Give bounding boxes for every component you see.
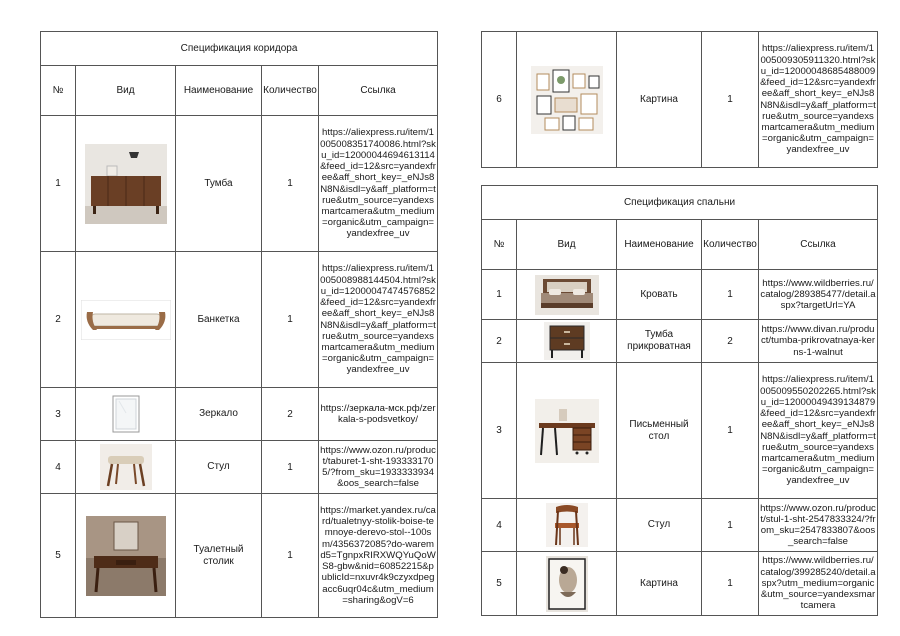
corridor-extra-table: [481, 31, 878, 168]
mirror-photo: [76, 395, 175, 433]
table-row: [41, 252, 438, 388]
col-header-num: №: [41, 66, 76, 116]
table-row: [41, 116, 438, 252]
item-name: Стул: [617, 499, 702, 552]
row-num: 4: [41, 441, 76, 494]
col-header-name: Наименование: [176, 66, 262, 116]
row-num: 4: [482, 499, 517, 552]
col-header-view: Вид: [517, 220, 617, 270]
item-qty: 1: [702, 552, 759, 616]
stool-photo: [76, 444, 175, 490]
item-qty: 1: [702, 499, 759, 552]
item-name: Зеркало: [176, 388, 262, 441]
table-row: [482, 499, 878, 552]
table-row: [41, 388, 438, 441]
corridor-spec-table: [40, 31, 438, 618]
item-qty: 1: [262, 494, 319, 618]
item-qty: 1: [702, 32, 759, 168]
item-qty: 2: [702, 320, 759, 363]
item-name: Кровать: [617, 270, 702, 320]
row-num: 3: [482, 363, 517, 499]
item-link[interactable]: https://зеркала-мск.рф/zerkala-s-podsvetkoy/: [319, 388, 438, 441]
item-name: Стул: [176, 441, 262, 494]
painting-photo: [517, 556, 616, 612]
table-row: [482, 270, 878, 320]
col-header-qty: Количество: [702, 220, 759, 270]
row-num: 2: [41, 252, 76, 388]
col-header-link: Ссылка: [319, 66, 438, 116]
sideboard-photo: [76, 144, 175, 224]
item-name: Письменный стол: [617, 363, 702, 499]
desk-photo: [517, 399, 616, 463]
item-qty: 1: [702, 270, 759, 320]
item-qty: 1: [702, 363, 759, 499]
corridor-spec-title: Спецификация коридора: [41, 32, 438, 66]
table-row: [41, 441, 438, 494]
item-qty: 1: [262, 441, 319, 494]
table-row: [482, 32, 878, 168]
col-header-num: №: [482, 220, 517, 270]
bedroom-spec-sheet: [481, 185, 878, 616]
gallery-wall-photo: [517, 66, 616, 134]
bedroom-spec-title: Спецификация спальни: [482, 186, 878, 220]
row-num: 2: [482, 320, 517, 363]
item-name: Картина: [617, 32, 702, 168]
item-qty: 1: [262, 116, 319, 252]
item-name: Банкетка: [176, 252, 262, 388]
item-name: Тумба прикроватная: [617, 320, 702, 363]
row-num: 5: [482, 552, 517, 616]
item-qty: 2: [262, 388, 319, 441]
col-header-name: Наименование: [617, 220, 702, 270]
item-qty: 1: [262, 252, 319, 388]
item-link[interactable]: https://aliexpress.ru/item/1005009305911320.html?sku_id=12000048685488009&feed_id=12&src=yandexfree&aff_short_key=_eNJs8N8N&isdl=y&aff_platform=true&utm_source=yandexsmartcamera&utm_medium=organic&utm_campaign=yandexfree_uv: [759, 32, 878, 168]
item-link[interactable]: https://aliexpress.ru/item/1005008988144504.html?sku_id=12000047474576852&feed_id=12&src=yandexfree&aff_short_key=_eNJs8N8N&isdl=y&aff_platform=true&utm_source=yandexsmartcamera&utm_medium=organic&utm_campaign=yandexfree_uv: [319, 252, 438, 388]
item-link[interactable]: https://www.wildberries.ru/catalog/289385477/detail.aspx?targetUrl=YA: [759, 270, 878, 320]
item-name: Тумба: [176, 116, 262, 252]
corridor-spec-sheet: [40, 31, 438, 618]
col-header-view: Вид: [76, 66, 176, 116]
bed-photo: [517, 275, 616, 315]
table-row: [482, 320, 878, 363]
item-link[interactable]: https://aliexpress.ru/item/1005009550202265.html?sku_id=12000049439134879&feed_id=12&src=yandexfree&aff_short_key=_eNJs8N8N&isdl=y&aff_platform=true&utm_source=yandexsmartcamera&utm_medium=organic&utm_campaign=yandexfree_uv: [759, 363, 878, 499]
row-num: 1: [41, 116, 76, 252]
item-link[interactable]: https://www.ozon.ru/product/taburet-1-sht-1933331705/?from_sku=1933333934&oos_search=false: [319, 441, 438, 494]
table-row: [41, 494, 438, 618]
bedroom-spec-table: [481, 185, 878, 616]
table-row: [482, 363, 878, 499]
row-num: 5: [41, 494, 76, 618]
item-link[interactable]: https://aliexpress.ru/item/1005008351740086.html?sku_id=12000044694613114&feed_id=12&src=yandexfree&aff_short_key=_eNJs8N8N&isdl=y&aff_platform=true&utm_source=yandexsmartcamera&utm_medium=organic&utm_campaign=yandexfree_uv: [319, 116, 438, 252]
corridor-spec-continuation: [481, 31, 878, 168]
col-header-qty: Количество: [262, 66, 319, 116]
item-link[interactable]: https://www.divan.ru/product/tumba-prikrovatnaya-kerns-1-walnut: [759, 320, 878, 363]
table-row: [482, 552, 878, 616]
item-link[interactable]: https://market.yandex.ru/card/tualetnyy-stolik-boise-temnoye-derevo-stol--100sm/4356372085?do-waremd5=TgnpxRIRXWQYuQoWS8-gbw&nid=60852215&publicId=nxuvr4k9czyxdpegacc6uqr04c&utm_medium=sharing&ogV=6: [319, 494, 438, 618]
bench-photo: [76, 300, 175, 340]
item-name: Картина: [617, 552, 702, 616]
row-num: 3: [41, 388, 76, 441]
row-num: 1: [482, 270, 517, 320]
col-header-link: Ссылка: [759, 220, 878, 270]
item-link[interactable]: https://www.wildberries.ru/catalog/399285240/detail.aspx?utm_medium=organic&utm_source=yandexsmartcamera: [759, 552, 878, 616]
chair-photo: [517, 503, 616, 547]
vanity-table-photo: [76, 516, 175, 596]
item-name: Туалетный столик: [176, 494, 262, 618]
item-link[interactable]: https://www.ozon.ru/product/stul-1-sht-2547833324/?from_sku=2547833807&oos_search=false: [759, 499, 878, 552]
nightstand-photo: [517, 322, 616, 360]
row-num: 6: [482, 32, 517, 168]
